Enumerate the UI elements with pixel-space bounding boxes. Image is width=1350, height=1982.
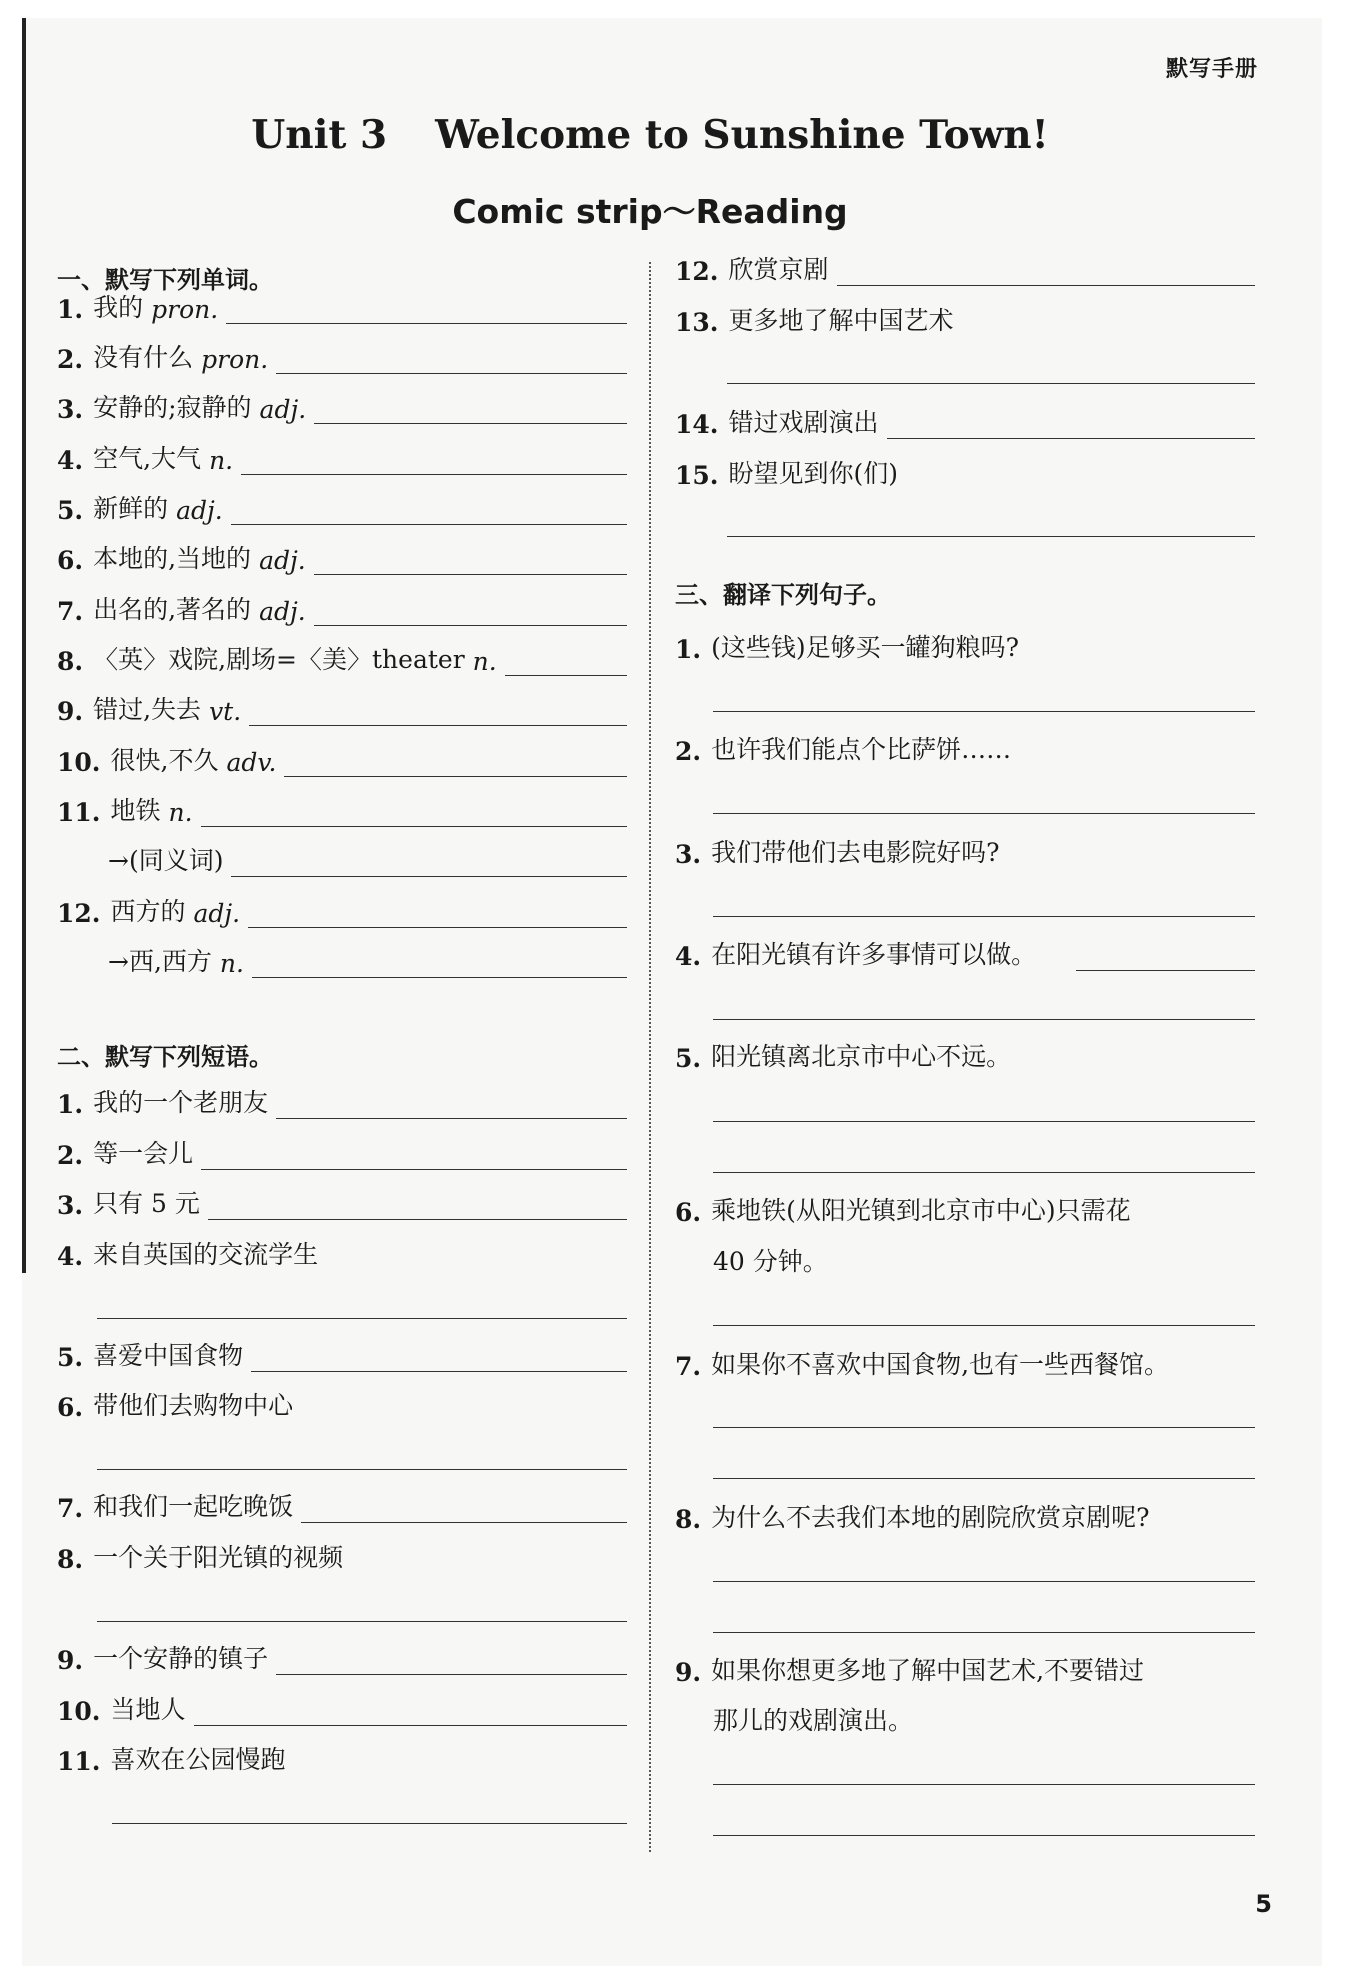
item-number: 8. xyxy=(675,1505,702,1534)
answer-blank[interactable] xyxy=(231,848,627,877)
answer-blank[interactable] xyxy=(837,257,1255,286)
word-item xyxy=(57,642,627,676)
item-number: 4. xyxy=(57,446,84,475)
item-number: 9. xyxy=(57,1646,84,1675)
answer-line[interactable] xyxy=(713,1324,1255,1326)
answer-line[interactable] xyxy=(713,710,1255,712)
part-of-speech: adj. xyxy=(193,899,241,928)
item-text: 我的 xyxy=(93,293,144,322)
phrase-item xyxy=(57,1489,627,1523)
item-text: 安静的;寂静的 xyxy=(93,393,252,422)
item-text: 也许我们能点个比萨饼…… xyxy=(711,735,1012,764)
answer-blank[interactable] xyxy=(284,748,627,777)
answer-line[interactable] xyxy=(713,1834,1255,1836)
phrase-item xyxy=(57,1388,627,1422)
item-number: 14. xyxy=(675,410,719,439)
part-of-speech: n. xyxy=(168,798,193,827)
item-text: →(同义词) xyxy=(108,846,224,875)
item-text: 当地人 xyxy=(110,1695,186,1724)
item-text: 乘地铁(从阳光镇到北京市中心)只需花 xyxy=(711,1196,1131,1225)
sentence-item xyxy=(675,732,1255,766)
answer-line[interactable] xyxy=(97,1317,627,1319)
answer-line[interactable] xyxy=(713,1426,1255,1428)
answer-blank[interactable] xyxy=(276,1090,627,1119)
item-text: 等一会儿 xyxy=(93,1139,194,1168)
answer-line[interactable] xyxy=(112,1822,627,1824)
item-text: 错过,失去 xyxy=(93,695,202,724)
word-item xyxy=(57,290,627,324)
word-item xyxy=(57,441,627,475)
answer-blank[interactable] xyxy=(505,647,627,676)
answer-line[interactable] xyxy=(713,1120,1255,1122)
sentence-continuation xyxy=(713,1244,1255,1278)
item-text: 喜欢在公园慢跑 xyxy=(110,1745,286,1774)
item-number: 6. xyxy=(675,1198,702,1227)
item-number: 9. xyxy=(675,1658,702,1687)
word-item xyxy=(57,541,627,575)
phrase-item xyxy=(57,1237,627,1271)
item-text: (这些钱)足够买一罐狗粮吗? xyxy=(711,633,1020,662)
phrase-item xyxy=(57,1136,627,1170)
phrase-item xyxy=(57,1742,627,1776)
item-number: 5. xyxy=(675,1044,702,1073)
answer-blank[interactable] xyxy=(276,345,627,374)
item-number: 11. xyxy=(57,798,101,827)
phrase-item xyxy=(57,1692,627,1726)
item-text: 如果你不喜欢中国食物,也有一些西餐馆。 xyxy=(711,1350,1170,1379)
item-number: 7. xyxy=(57,597,84,626)
phrase-item xyxy=(57,1540,627,1574)
answer-line[interactable] xyxy=(727,535,1255,537)
answer-blank[interactable] xyxy=(201,1141,627,1170)
word-item xyxy=(57,894,627,928)
item-number: 12. xyxy=(57,899,101,928)
answer-line[interactable] xyxy=(713,1018,1255,1020)
answer-line[interactable] xyxy=(713,1477,1255,1479)
item-text: 喜爱中国食物 xyxy=(93,1341,244,1370)
item-number: 1. xyxy=(57,1090,84,1119)
sentence-item xyxy=(675,1653,1255,1687)
answer-blank[interactable] xyxy=(1076,942,1255,971)
answer-blank[interactable] xyxy=(241,446,627,475)
item-text: 我的一个老朋友 xyxy=(93,1088,269,1117)
item-text-cont: 40 分钟。 xyxy=(713,1247,828,1276)
sentence-item xyxy=(675,1347,1255,1381)
item-text: 没有什么 xyxy=(93,343,194,372)
item-number: 6. xyxy=(57,1393,84,1422)
answer-line[interactable] xyxy=(713,1580,1255,1582)
item-number: 3. xyxy=(675,840,702,869)
page-title xyxy=(0,112,1300,158)
item-text: 来自英国的交流学生 xyxy=(93,1240,319,1269)
sentence-item xyxy=(675,630,1255,664)
sentence-item xyxy=(675,1039,1255,1073)
item-text: 我们带他们去电影院好吗? xyxy=(711,838,1000,867)
part-of-speech: n. xyxy=(209,446,234,475)
item-text: 盼望见到你(们) xyxy=(728,459,899,488)
phrase-item xyxy=(57,1338,627,1372)
item-number: 7. xyxy=(57,1494,84,1523)
unit-name: Welcome to Sunshine Town! xyxy=(435,112,1049,158)
sentence-item xyxy=(675,835,1255,869)
answer-blank[interactable] xyxy=(248,899,627,928)
item-number: 10. xyxy=(57,1697,101,1726)
item-text: 只有 5 元 xyxy=(93,1189,200,1218)
answer-blank[interactable] xyxy=(201,798,627,827)
answer-blank[interactable] xyxy=(314,546,627,575)
unit-label: Unit 3 xyxy=(251,112,388,158)
item-text: 错过戏剧演出 xyxy=(728,408,879,437)
answer-line[interactable] xyxy=(97,1468,627,1470)
word-subitem xyxy=(108,843,627,877)
item-number: 2. xyxy=(675,737,702,766)
item-text: 空气,大气 xyxy=(93,444,202,473)
phrase-item xyxy=(675,303,1255,337)
phrase-item xyxy=(675,405,1255,439)
item-text: →西,西方 xyxy=(108,947,212,976)
part-of-speech: n. xyxy=(219,949,244,978)
answer-blank[interactable] xyxy=(314,597,627,626)
word-item xyxy=(57,340,627,374)
word-item xyxy=(57,793,627,827)
word-item xyxy=(57,491,627,525)
item-text: 地铁 xyxy=(110,796,161,825)
item-text: 出名的,著名的 xyxy=(93,595,252,624)
item-text: 在阳光镇有许多事情可以做。 xyxy=(711,940,1037,969)
answer-line[interactable] xyxy=(713,1171,1255,1173)
item-text: 为什么不去我们本地的剧院欣赏京剧呢? xyxy=(711,1503,1150,1532)
part-of-speech: adj. xyxy=(259,597,306,626)
header-tag: 默写手册 xyxy=(1165,57,1258,82)
answer-line[interactable] xyxy=(713,1631,1255,1633)
section-heading-phrases: 二、默写下列短语。 xyxy=(57,1043,273,1071)
part-of-speech: adj. xyxy=(176,496,223,525)
phrase-item xyxy=(57,1641,627,1675)
answer-line[interactable] xyxy=(97,1620,627,1622)
item-text: 新鲜的 xyxy=(93,494,169,523)
part-of-speech: adj. xyxy=(259,546,306,575)
item-text-cont: 那儿的戏剧演出。 xyxy=(713,1706,914,1735)
word-item xyxy=(57,743,627,777)
phrase-item xyxy=(675,252,1255,286)
item-text: 〈英〉戏院,剧场=〈美〉theater xyxy=(93,645,465,674)
answer-blank[interactable] xyxy=(251,1343,627,1372)
column-divider xyxy=(649,262,651,1852)
phrase-item xyxy=(675,456,1255,490)
item-number: 7. xyxy=(675,1352,702,1381)
item-number: 10. xyxy=(57,748,101,777)
item-text: 如果你想更多地了解中国艺术,不要错过 xyxy=(711,1656,1145,1685)
item-number: 8. xyxy=(57,1545,84,1574)
answer-blank[interactable] xyxy=(252,949,627,978)
item-text: 和我们一起吃晚饭 xyxy=(93,1492,294,1521)
item-number: 13. xyxy=(675,308,719,337)
item-text: 很快,不久 xyxy=(110,746,219,775)
item-number: 12. xyxy=(675,257,719,286)
item-text: 西方的 xyxy=(110,897,186,926)
sentence-item xyxy=(675,1193,1255,1227)
answer-line[interactable] xyxy=(727,382,1255,384)
part-of-speech: adj. xyxy=(259,395,307,424)
phrase-item xyxy=(57,1085,627,1119)
word-item xyxy=(57,390,627,424)
item-text: 欣赏京剧 xyxy=(728,255,829,284)
answer-blank[interactable] xyxy=(276,1646,627,1675)
item-number: 3. xyxy=(57,395,84,424)
phrase-item xyxy=(57,1186,627,1220)
answer-blank[interactable] xyxy=(249,697,627,726)
item-number: 15. xyxy=(675,461,719,490)
item-number: 2. xyxy=(57,1141,84,1170)
section-heading-sentences: 三、翻译下列句子。 xyxy=(675,581,891,609)
item-number: 1. xyxy=(675,635,702,664)
item-text: 本地的,当地的 xyxy=(93,544,252,573)
item-number: 8. xyxy=(57,647,84,676)
part-of-speech: pron. xyxy=(201,345,269,374)
item-number: 5. xyxy=(57,1343,84,1372)
item-number: 4. xyxy=(57,1242,84,1271)
item-text: 带他们去购物中心 xyxy=(93,1391,294,1420)
answer-line[interactable] xyxy=(713,915,1255,917)
sentence-item xyxy=(675,937,1255,971)
answer-line[interactable] xyxy=(713,1783,1255,1785)
answer-blank[interactable] xyxy=(226,295,627,324)
answer-blank[interactable] xyxy=(194,1697,627,1726)
item-number: 6. xyxy=(57,546,84,575)
item-number: 3. xyxy=(57,1191,84,1220)
item-text: 一个安静的镇子 xyxy=(93,1644,269,1673)
answer-blank[interactable] xyxy=(887,410,1255,439)
sentence-item xyxy=(675,1500,1255,1534)
item-text: 阳光镇离北京市中心不远。 xyxy=(711,1042,1012,1071)
word-item xyxy=(57,692,627,726)
part-of-speech: pron. xyxy=(151,295,219,324)
answer-blank[interactable] xyxy=(301,1494,627,1523)
item-text: 更多地了解中国艺术 xyxy=(728,306,954,335)
word-item xyxy=(57,592,627,626)
item-number: 11. xyxy=(57,1747,101,1776)
part-of-speech: adv. xyxy=(226,748,277,777)
page-number: 5 xyxy=(1255,1890,1272,1918)
item-number: 5. xyxy=(57,496,84,525)
answer-blank[interactable] xyxy=(314,395,627,424)
item-number: 1. xyxy=(57,295,84,324)
section-heading-words: 一、默写下列单词。 xyxy=(57,266,273,294)
part-of-speech: vt. xyxy=(209,697,242,726)
part-of-speech: n. xyxy=(472,647,497,676)
page-subtitle: Comic strip～Reading xyxy=(452,192,848,231)
item-number: 4. xyxy=(675,942,702,971)
item-number: 2. xyxy=(57,345,84,374)
answer-line[interactable] xyxy=(713,812,1255,814)
answer-blank[interactable] xyxy=(231,496,627,525)
sentence-continuation xyxy=(713,1703,1255,1737)
answer-blank[interactable] xyxy=(208,1191,627,1220)
word-subitem xyxy=(108,944,627,978)
item-number: 9. xyxy=(57,697,84,726)
item-text: 一个关于阳光镇的视频 xyxy=(93,1543,344,1572)
